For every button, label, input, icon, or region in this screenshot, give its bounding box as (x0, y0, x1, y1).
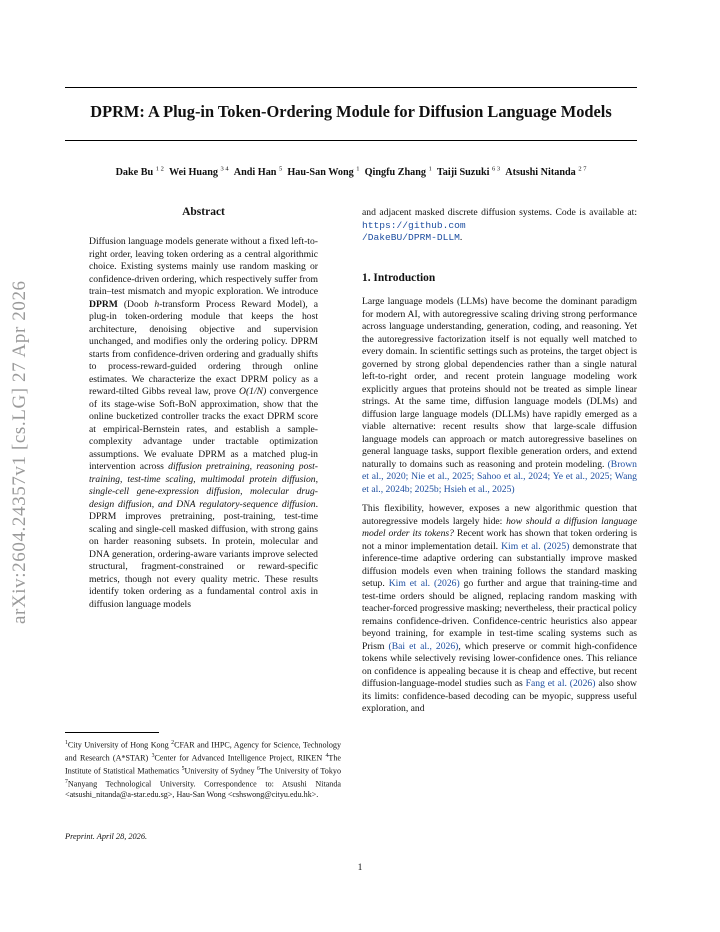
citation-link[interactable]: (Bai et al., 2026) (388, 640, 459, 652)
citation-link[interactable]: (Brown et al., 2020; Nie et al., 2025; Sahoo et al., 2024; Ye et al., 2025; Wang et al., 2024b; 2025b; Hsieh et al., 2025) (362, 458, 637, 495)
author-name: Wei Huang $^{3 4}$ (168, 166, 229, 179)
affiliations-footnote: $^1$City University of Hong Kong $^2$CFAR and IHPC, Agency for Science, Technology and Research (A*STAR) $^3$Center for Advanced Intelligence Project, RIKEN $^4$The Institute of Statistical Mathematics $^5$University of Sydney $^6$The University of Tokyo $^7$Nanyang Technological University. Correspondence to: Atsushi Nitanda <atsushi_nitanda@a-star.edu.sg>, Hau-San Wong <cshswong@cityu.edu.hk>. (65, 740, 341, 800)
paper-title: DPRM: A Plug-in Token-Ordering Module for Diffusion Language Models (90, 102, 612, 121)
citation-link[interactable]: Kim et al. (2025) (501, 540, 570, 552)
title-top-rule (65, 87, 637, 88)
author-affiliation: 6 3 (492, 166, 501, 173)
author-affiliation: 2 7 (578, 166, 587, 173)
preprint-note: Preprint. April 28, 2026. (65, 832, 148, 841)
author-list (65, 166, 637, 178)
author-name: Dake Bu $^{1 2}$ (115, 166, 164, 179)
code-link-path[interactable]: /DakeBU/DPRM-DLLM (362, 232, 460, 243)
abstract-body: Diffusion language models generate without a fixed left-to-right order, leaving token ordering as a central algorithmic choice. Existing systems mainly use random masking or confidence-driven ordering, which respectively suffer from train–test mismatch and myopic exploration. We introduce DPRM (Doob h-transform Process Reward Model), a plug-in token-ordering module that keeps the host architecture, denoising objective and supervision unchanged, and modifies only the ordering policy. DPRM starts from confidence-driven ordering and gradually shifts to process-reward-guided ordering through online estimates. We characterize the exact DPRM policy as a reward-tilted Gibbs reveal law, prove O(1/N) convergence of its stage-wise Soft-BoN approximation, show that the online bucketized controller tracks the exact DPRM score at empirical-Bernstein rates, and establish a sample-complexity advantage under tractable optimization assumptions. We evaluate DPRM as a matched plug-in intervention across diffusion pretraining, reasoning post-training, test-time scaling, multimodal protein diffusion, single-cell gene-expression diffusion, molecular drug-design diffusion, and DNA regulatory-sequence diffusion. DPRM improves pretraining, post-training, test-time scaling and single-cell masked diffusion, with strong gains on harder reasoning subsets. In protein, molecular and DNA generation, ordering-aware variants improve selected structural, fragment-constrained or reward-specific metrics, though not every quality metric. These results identify token ordering as a fundamental control axis in diffusion language models (89, 236, 319, 610)
author-name: Andi Han $^5$ (233, 166, 283, 179)
abstract-heading: Abstract (182, 206, 225, 218)
code-link[interactable]: https://github.com (362, 219, 466, 231)
footnote-rule (65, 732, 159, 733)
author-affiliation: 1 2 (155, 166, 164, 173)
section-heading-introduction: 1. Introduction (362, 271, 436, 284)
author-affiliation: 5 (279, 166, 283, 173)
author-affiliation: 1 (356, 166, 360, 173)
abstract-continuation: and adjacent masked discrete diffusion systems. Code is available at: https://github.com /DakeBU/DPRM-DLLM. (362, 207, 637, 243)
title-bottom-rule (65, 140, 637, 141)
author-affiliation: 3 4 (220, 166, 229, 173)
author-affiliation: 1 (428, 166, 432, 173)
author-name: Qingfu Zhang $^1$ (364, 166, 432, 179)
citation-link[interactable]: Kim et al. (2026) (388, 578, 460, 589)
author-name: Atsushi Nitanda $^{2 7}$ (505, 166, 587, 179)
citation-link[interactable]: Fang et al. (2026) (525, 678, 596, 689)
author-name: Taiji Suzuki $^{6 3}$ (436, 166, 501, 179)
page-number: 1 (357, 862, 363, 873)
arxiv-stamp: arXiv:2604.24357v1 [cs.LG] 27 Apr 2026 (9, 280, 30, 624)
intro-paragraph-2: This flexibility, however, exposes a new algorithmic question that autoregressive models largely hide: how should a diffusion language model order its tokens? Recent work has shown that token ordering is not a minor implementation detail. Kim et al. (2025) demonstrate that inference-time adaptive ordering can substantially improve masked diffusion models even when training follows the standard masking setup. Kim et al. (2026) go further and argue that training-time and test-time orders should be aligned, replacing random masking with teacher-forced progressive masking; nevertheless, their practical policy remains confidence-driven. Confidence-centric heuristics also appear beyond training, for example in test-time scaling systems such as Prism (Bai et al., 2026), which preserve or commit high-confidence tokens while selectively revising lower-confidence ones. This reliance on confidence is appealing because it is cheap and effective, but recent diffusion-language-model studies such as Fang et al. (2026) also show its limits: confidence-based decoding can be myopic, suppress useful exploration, and (362, 503, 638, 714)
author-name: Hau-San Wong $^1$ (287, 166, 360, 179)
intro-paragraph-1: Large language models (LLMs) have become the dominant paradigm for modern AI, with autoregressive scaling driving strong performance across language understanding, generation, coding, and reasoning. Yet the autoregressive factorization itself is not equally well matched to every domain. In scientific settings such as proteins, the target object is governed by strong global dependencies rather than a single natural left-to-right order, and recent protein language modeling work explicitly argues that proteins should not be treated as simple linear strings. At the same time, diffusion language models (DLMs) and diffusion large language models (DLLMs) have rapidly emerged as a viable alternative: recent results show that large-scale diffusion language models can approach or match autoregressive baselines on general language tasks, support flexible generation orders, and extend naturally to domains such as reasoning and protein modeling. (Brown et al., 2020; Nie et al., 2025; Sahoo et al., 2024; Ye et al., 2025; Wang et al., 2024b; 2025b; Hsieh et al., 2025) (362, 296, 637, 495)
right-column (362, 207, 637, 716)
